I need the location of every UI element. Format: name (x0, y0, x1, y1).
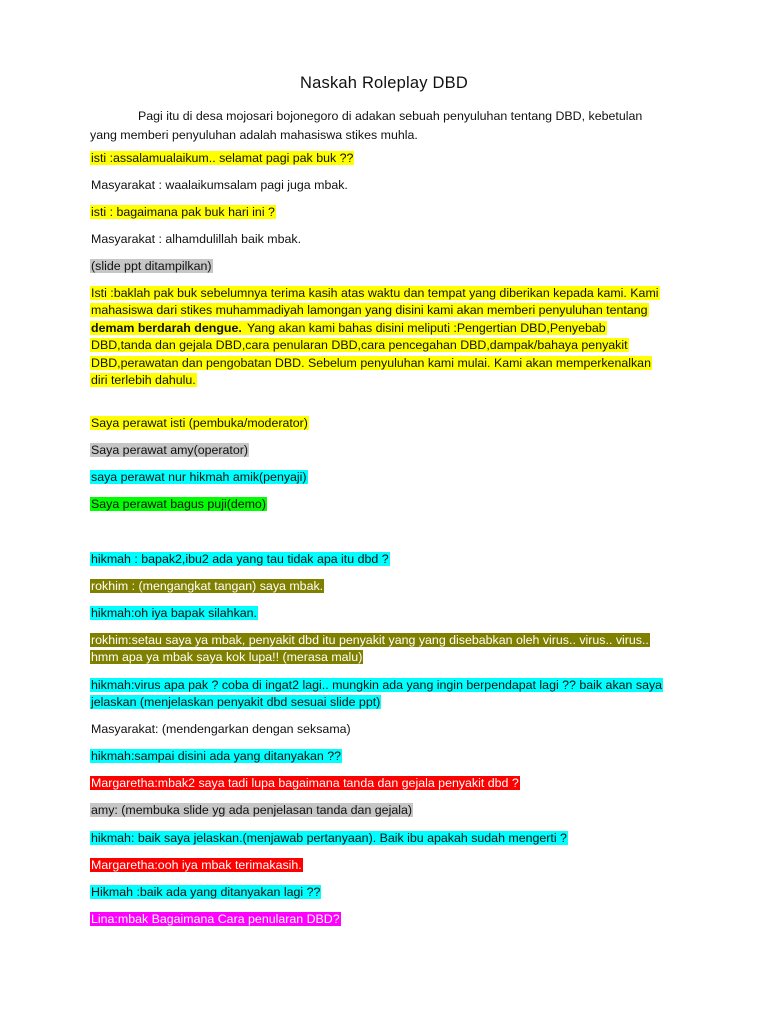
dialog-text: isti :assalamualaikum.. selamat pagi pak buk ?? (91, 151, 354, 165)
dialog-7 (90, 748, 670, 765)
dialog-text: Masyarakat: (mendengarkan dengan seksama) (91, 722, 351, 736)
dialog-text: Margaretha:mbak2 saya tadi lupa bagaimana tanda dan gejala penyakit dbd ? (91, 776, 519, 790)
intro-operator (90, 442, 670, 459)
dialog-text: hikmah:virus apa pak ? coba di ingat2 lagi.. mungkin ada yang ingin berpendapat lagi ?? baik akan saya jelaskan (menjelaskan penyakit dbd sesuai slide ppt) (91, 678, 663, 710)
long-paragraph-bold: demam berdarah dengue. (91, 320, 242, 335)
dialog-text: rokhim:setau saya ya mbak, penyakit dbd itu penyakit yang yang disebabkan oleh virus.. virus.. virus.. hmm apa ya mbak saya kok lupa!! (merasa malu) (91, 633, 649, 665)
long-paragraph-part1: Isti :baklah pak buk sebelumnya terima kasih atas waktu dan tempat yang diberikan kepada kami. Kami mahasiswa dari stikes muhammadiyah lamongan yang disini kami akan memberi penyuluhan tentang (91, 286, 659, 318)
long-paragraph-part2: Yang akan kami bahas disini meliputi :Pengertian DBD,Penyebab DBD,tanda dan gejala DBD,cara penularan DBD,cara pencegahan DBD,dampak/bahaya penyakit DBD,perawatan dan pengobatan DBD. Sebelum penyuluhan kami mulai. Kami akan memperkenalkan diri terlebih dahulu. (91, 320, 651, 388)
intro-paragraph (90, 107, 662, 144)
dialog-13 (90, 911, 670, 928)
dialog-2 (90, 578, 670, 595)
intro-text: Pagi itu di desa mojosari bojonegoro di adakan sebuah penyuluhan tentang DBD, kebetulan yang memberi penyuluhan adalah mahasiswa stikes muhla. (90, 109, 643, 142)
line-5 (90, 258, 670, 275)
dialog-4 (90, 632, 674, 667)
dialog-text: rokhim : (mengangkat tangan) saya mbak. (91, 579, 324, 593)
dialog-3 (90, 605, 670, 622)
dialog-text: (slide ppt ditampilkan) (91, 259, 212, 273)
dialog-10 (90, 830, 670, 847)
dialog-text: hikmah : bapak2,ibu2 ada yang tau tidak apa itu dbd ? (91, 552, 389, 566)
dialog-text: Masyarakat : alhamdulillah baik mbak. (91, 232, 302, 246)
long-paragraph (90, 285, 662, 389)
intro-demo (90, 496, 670, 513)
line-1 (90, 150, 670, 167)
intro-moderator (90, 415, 670, 432)
intro-presenter (90, 469, 670, 486)
dialog-text: Margaretha:ooh iya mbak terimakasih. (91, 858, 302, 872)
document-title: Naskah Roleplay DBD (300, 74, 468, 92)
dialog-text: isti : bagaimana pak buk hari ini ? (91, 205, 275, 219)
dialog-text: Masyarakat : waalaikumsalam pagi juga mbak. (91, 178, 348, 192)
dialog-text: hikmah: baik saya jelaskan.(menjawab pertanyaan). Baik ibu apakah sudah mengerti ? (91, 831, 567, 845)
dialog-text: Lina:mbak Bagaimana Cara penularan DBD? (91, 912, 340, 926)
line-3 (90, 204, 670, 221)
dialog-text: saya perawat nur hikmah amik(penyaji) (91, 470, 307, 484)
line-2 (90, 177, 670, 194)
line-4 (90, 231, 670, 248)
dialog-9 (90, 802, 670, 819)
dialog-text: Hikmah :baik ada yang ditanyakan lagi ?? (91, 885, 321, 899)
dialog-text: hikmah:oh iya bapak silahkan. (91, 606, 257, 620)
dialog-text: hikmah:sampai disini ada yang ditanyakan ?? (91, 749, 342, 763)
dialog-5 (90, 677, 664, 712)
dialog-12 (90, 884, 670, 901)
dialog-text: Saya perawat amy(operator) (91, 443, 249, 457)
dialog-1 (90, 551, 670, 568)
dialog-6 (90, 721, 670, 738)
dialog-11 (90, 857, 670, 874)
dialog-text: amy: (membuka slide yg ada penjelasan tanda dan gejala) (91, 803, 412, 817)
dialog-8 (90, 775, 670, 792)
dialog-text: Saya perawat isti (pembuka/moderator) (91, 416, 308, 430)
dialog-text: Saya perawat bagus puji(demo) (91, 497, 266, 511)
